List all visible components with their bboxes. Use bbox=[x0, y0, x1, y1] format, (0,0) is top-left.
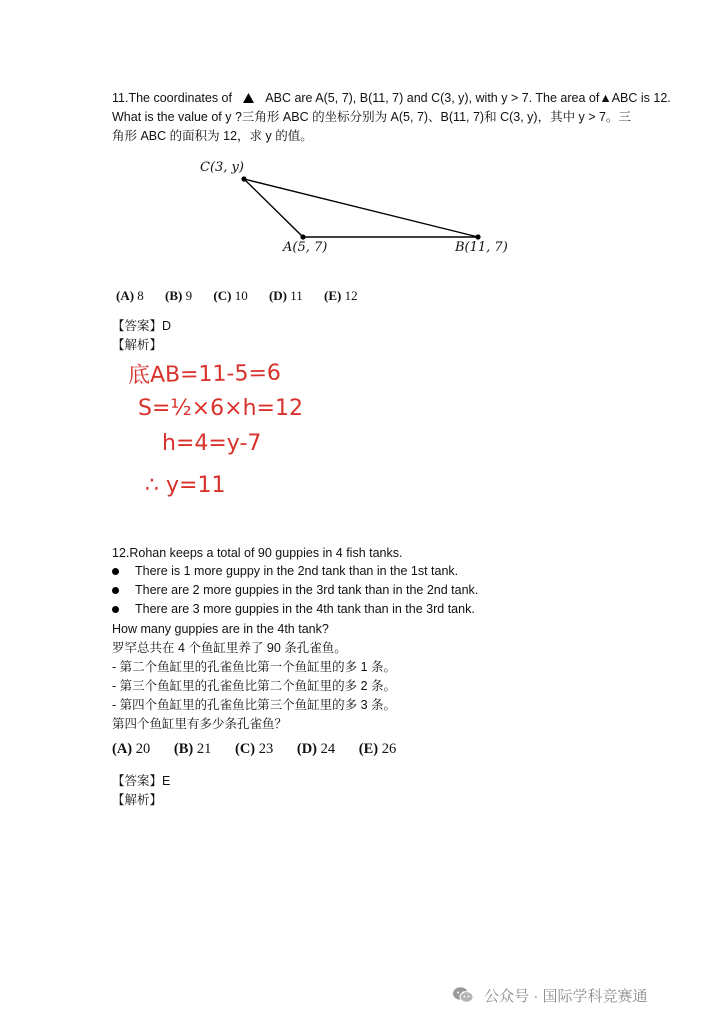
q11-line-1 bbox=[112, 90, 671, 106]
q11-line-1-prefix: 11.The coordinates of bbox=[112, 91, 232, 105]
q11-option-b: (B) 9 bbox=[165, 288, 193, 303]
label-c: C(3, y) bbox=[200, 160, 244, 175]
q11-option-a: (A) 8 bbox=[116, 288, 144, 303]
point-c bbox=[241, 176, 246, 181]
q12-analysis-heading: 【解析】 bbox=[112, 793, 163, 807]
q12-options bbox=[112, 741, 416, 758]
q12-option-d: (D) 24 bbox=[296, 741, 336, 757]
watermark bbox=[452, 985, 648, 1008]
q12-bullet-2: There are 2 more guppies in the 3rd tank than in the 2nd tank. bbox=[112, 583, 478, 597]
q12-cn-line-4: - 第四个鱼缸里的孔雀鱼比第三个鱼缸里的多 3 条。 bbox=[112, 698, 397, 712]
q11-line-2: What is the value of y ?三角形 ABC 的坐标分别为 A(5, 7)、B(11, 7)和 C(3, y)，其中 y > 7。三 bbox=[112, 110, 631, 124]
q11-options bbox=[116, 288, 376, 304]
q12-cn-line-3: - 第三个鱼缸里的孔雀鱼比第二个鱼缸里的多 2 条。 bbox=[112, 679, 397, 693]
q11-answer: 【答案】D bbox=[112, 319, 172, 333]
handwriting-line-1: 底AB=11-5=6 bbox=[127, 360, 282, 389]
triangle-icon bbox=[243, 90, 254, 106]
q11-line-3: 角形 ABC 的面积为 12，求 y 的值。 bbox=[112, 129, 313, 143]
handwriting-line-4: ∴ y=11 bbox=[145, 473, 226, 498]
q12-bullet-1: There is 1 more guppy in the 2nd tank than in the 1st tank. bbox=[112, 564, 458, 578]
point-b bbox=[475, 234, 480, 239]
bullet-icon bbox=[112, 568, 119, 575]
q12-cn-line-2: - 第二个鱼缸里的孔雀鱼比第一个鱼缸里的多 1 条。 bbox=[112, 660, 397, 674]
q12-option-c: (C) 23 bbox=[234, 741, 274, 757]
bullet-icon bbox=[112, 606, 119, 613]
q11-option-c: (C) 10 bbox=[213, 288, 248, 303]
bullet-icon bbox=[112, 587, 119, 594]
q11-line-1-suffix: ABC are A(5, 7), B(11, 7) and C(3, y), with y > 7. The area of▲ABC is 12. bbox=[265, 91, 671, 105]
wechat-icon bbox=[452, 986, 474, 1008]
q11-analysis-heading: 【解析】 bbox=[112, 338, 163, 352]
q12-stem: 12.Rohan keeps a total of 90 guppies in 4 fish tanks. bbox=[112, 546, 403, 560]
q12-cn-line-5: 第四个鱼缸里有多少条孔雀鱼？ bbox=[112, 717, 288, 731]
q12-answer: 【答案】E bbox=[112, 774, 171, 788]
watermark-text: 公众号 · 国际学科竞赛通 bbox=[484, 988, 648, 1005]
q12-question: How many guppies are in the 4th tank? bbox=[112, 622, 329, 636]
q12-cn-line-1: 罗罕总共在 4 个鱼缸里养了 90 条孔雀鱼。 bbox=[112, 641, 347, 655]
label-a: A(5, 7) bbox=[283, 240, 328, 255]
q12-option-e: (E) 26 bbox=[358, 741, 397, 757]
handwriting-line-2: S=½×6×h=12 bbox=[138, 396, 303, 421]
q12-option-a: (A) 20 bbox=[112, 741, 151, 757]
point-a bbox=[300, 234, 305, 239]
q12-bullet-3: There are 3 more guppies in the 4th tank than in the 3rd tank. bbox=[112, 602, 475, 616]
q12-option-b: (B) 21 bbox=[173, 741, 212, 757]
label-b: B(11, 7) bbox=[455, 240, 508, 255]
q11-option-e: (E) 12 bbox=[324, 288, 358, 303]
triangle-outline bbox=[244, 179, 478, 237]
q11-option-d: (D) 11 bbox=[268, 288, 303, 303]
handwriting-line-3: h=4=y-7 bbox=[162, 431, 262, 456]
